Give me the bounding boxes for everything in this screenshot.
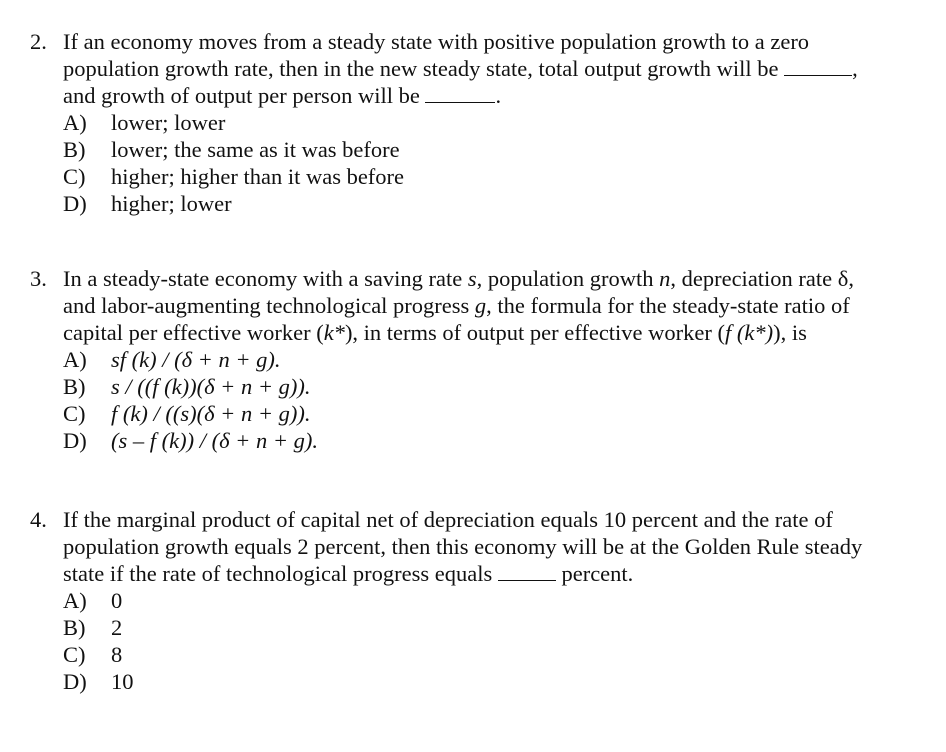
option-text: 10 — [111, 669, 134, 694]
option-letter: C) — [63, 164, 86, 189]
question-number: 2. — [30, 29, 47, 54]
stem-line: and labor-augmenting technological progress g, the formula for the steady-state ratio of — [63, 293, 850, 318]
question-stem — [63, 28, 930, 109]
option-d[interactable] — [63, 190, 930, 217]
option-b[interactable] — [63, 614, 930, 641]
option-b[interactable] — [63, 373, 930, 400]
option-letter: B) — [63, 615, 86, 640]
question-stem — [63, 265, 930, 346]
stem-line: If the marginal product of capital net of depreciation equals 10 percent and the rate of — [63, 507, 833, 532]
option-d[interactable] — [63, 427, 930, 454]
option-a[interactable] — [63, 109, 930, 136]
answer-options — [63, 109, 930, 217]
answer-options — [63, 587, 930, 695]
option-text: lower; lower — [111, 110, 226, 135]
option-letter: A) — [63, 110, 87, 135]
option-letter: A) — [63, 588, 87, 613]
answer-options — [63, 346, 930, 454]
stem-line: state if the rate of technological progress equals percent. — [63, 561, 634, 586]
option-d[interactable] — [63, 668, 930, 695]
option-a[interactable] — [63, 587, 930, 614]
question-number: 4. — [30, 507, 47, 532]
option-text: s / ((f (k))(δ + n + g)). — [111, 374, 311, 399]
answer-blank — [498, 561, 556, 581]
option-c[interactable] — [63, 641, 930, 668]
question-number: 3. — [30, 266, 47, 291]
stem-line: If an economy moves from a steady state with positive population growth to a zero — [63, 29, 810, 54]
option-text: (s – f (k)) / (δ + n + g). — [111, 428, 319, 453]
option-letter: A) — [63, 347, 87, 372]
stem-line: and growth of output per person will be . — [63, 83, 502, 108]
stem-line: In a steady-state economy with a saving rate s, population growth n, depreciation rate δ, — [63, 266, 854, 291]
question-stem — [63, 506, 930, 587]
option-letter: C) — [63, 642, 86, 667]
stem-line: population growth equals 2 percent, then this economy will be at the Golden Rule steady — [63, 534, 863, 559]
option-text: 8 — [111, 642, 123, 667]
option-text: higher; higher than it was before — [111, 164, 405, 189]
option-text: sf (k) / (δ + n + g). — [111, 347, 281, 372]
option-text: higher; lower — [111, 191, 232, 216]
option-letter: B) — [63, 374, 86, 399]
option-letter: D) — [63, 669, 87, 694]
answer-blank — [784, 56, 852, 76]
question-2 — [30, 28, 930, 217]
option-text: 0 — [111, 588, 123, 613]
option-a[interactable] — [63, 346, 930, 373]
option-text: 2 — [111, 615, 123, 640]
answer-blank — [425, 83, 495, 103]
stem-line: capital per effective worker (k*), in terms of output per effective worker (f (k*)), is — [63, 320, 807, 345]
option-letter: B) — [63, 137, 86, 162]
option-text: lower; the same as it was before — [111, 137, 400, 162]
option-b[interactable] — [63, 136, 930, 163]
option-c[interactable] — [63, 400, 930, 427]
option-text: f (k) / ((s)(δ + n + g)). — [111, 401, 311, 426]
question-3 — [30, 265, 930, 454]
option-letter: C) — [63, 401, 86, 426]
option-letter: D) — [63, 191, 87, 216]
question-4 — [30, 506, 930, 695]
option-c[interactable] — [63, 163, 930, 190]
option-letter: D) — [63, 428, 87, 453]
stem-line: population growth rate, then in the new steady state, total output growth will be , — [63, 56, 858, 81]
